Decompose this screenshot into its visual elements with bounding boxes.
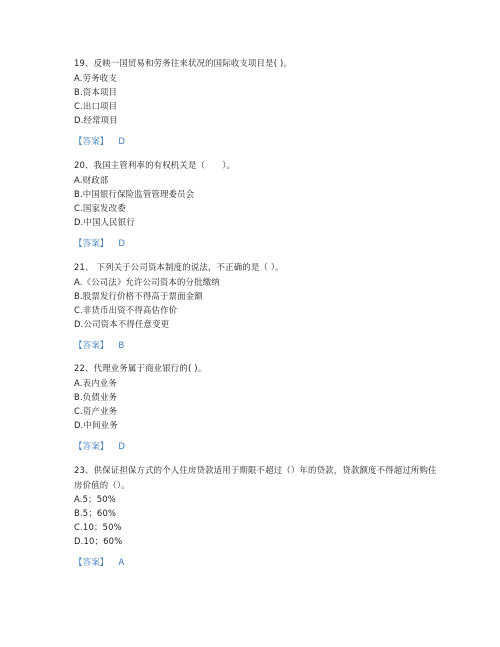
option-a: A.《公司法》允许公司资本的分批缴纳 (74, 276, 220, 287)
answer-label: 【答案】 (74, 238, 109, 249)
answer-line (74, 135, 444, 149)
answer-value: D (118, 136, 126, 147)
option-c: C.非货币出资不得高估作价 (74, 304, 178, 315)
answer-label: 【答案】 (74, 558, 109, 568)
answer-value: B (118, 340, 125, 351)
option-c: C.出口项目 (74, 100, 118, 111)
answer-line (74, 237, 444, 251)
option-c: C.10；50% (74, 522, 122, 532)
option-a: A.财政部 (74, 174, 109, 185)
question-stem: 22、代理业务属于商业银行的( )。 (74, 363, 207, 373)
option-d: D.中间业务 (74, 419, 118, 430)
option-b: B.5；60% (74, 508, 117, 518)
answer-value: A (118, 558, 125, 568)
option-a: A.表内业务 (74, 377, 117, 388)
option-b: B.股票发行价格不得高于票面金额 (74, 290, 203, 301)
question-23 (74, 463, 444, 570)
option-d: D.中国人民银行 (74, 216, 135, 227)
option-d: D.10；60% (74, 536, 123, 546)
option-d: D.经常项目 (74, 114, 118, 125)
question-stem: 19、反映一国贸易和劳务往来状况的国际收支项目是( )。 (74, 58, 293, 68)
option-c: C.国家发改委 (74, 202, 126, 213)
option-c: C.资产业务 (74, 405, 118, 416)
option-b: B.负债业务 (74, 391, 118, 402)
question-stem: 20、我国主管利率的有权机关是（ ）。 (74, 160, 236, 170)
question-21 (74, 260, 444, 353)
question-22 (74, 361, 444, 454)
answer-label: 【答案】 (74, 441, 109, 452)
question-19 (74, 56, 444, 149)
answer-line (74, 440, 444, 454)
answer-line (74, 556, 444, 570)
option-b: B.资本项目 (74, 86, 118, 97)
answer-label: 【答案】 (74, 340, 109, 351)
option-a: A.5；50% (74, 494, 116, 504)
question-20 (74, 158, 444, 251)
answer-line (74, 339, 444, 353)
option-a: A.劳务收支 (74, 72, 117, 83)
answer-value: D (118, 441, 126, 452)
question-stem: 23、供保证担保方式的个人住房贷款适用于期限不超过（）年的贷款，贷款额度不得超过所购住房价值的（）。 (74, 465, 437, 490)
option-b: B.中国银行保险监管管理委员会 (74, 188, 195, 199)
answer-value: D (118, 238, 126, 249)
answer-label: 【答案】 (74, 136, 109, 147)
option-d: D.公司资本不得任意变更 (74, 318, 170, 329)
question-stem: 21、 下列关于公司资本制度的说法，不正确的是（ ）。 (74, 262, 284, 272)
